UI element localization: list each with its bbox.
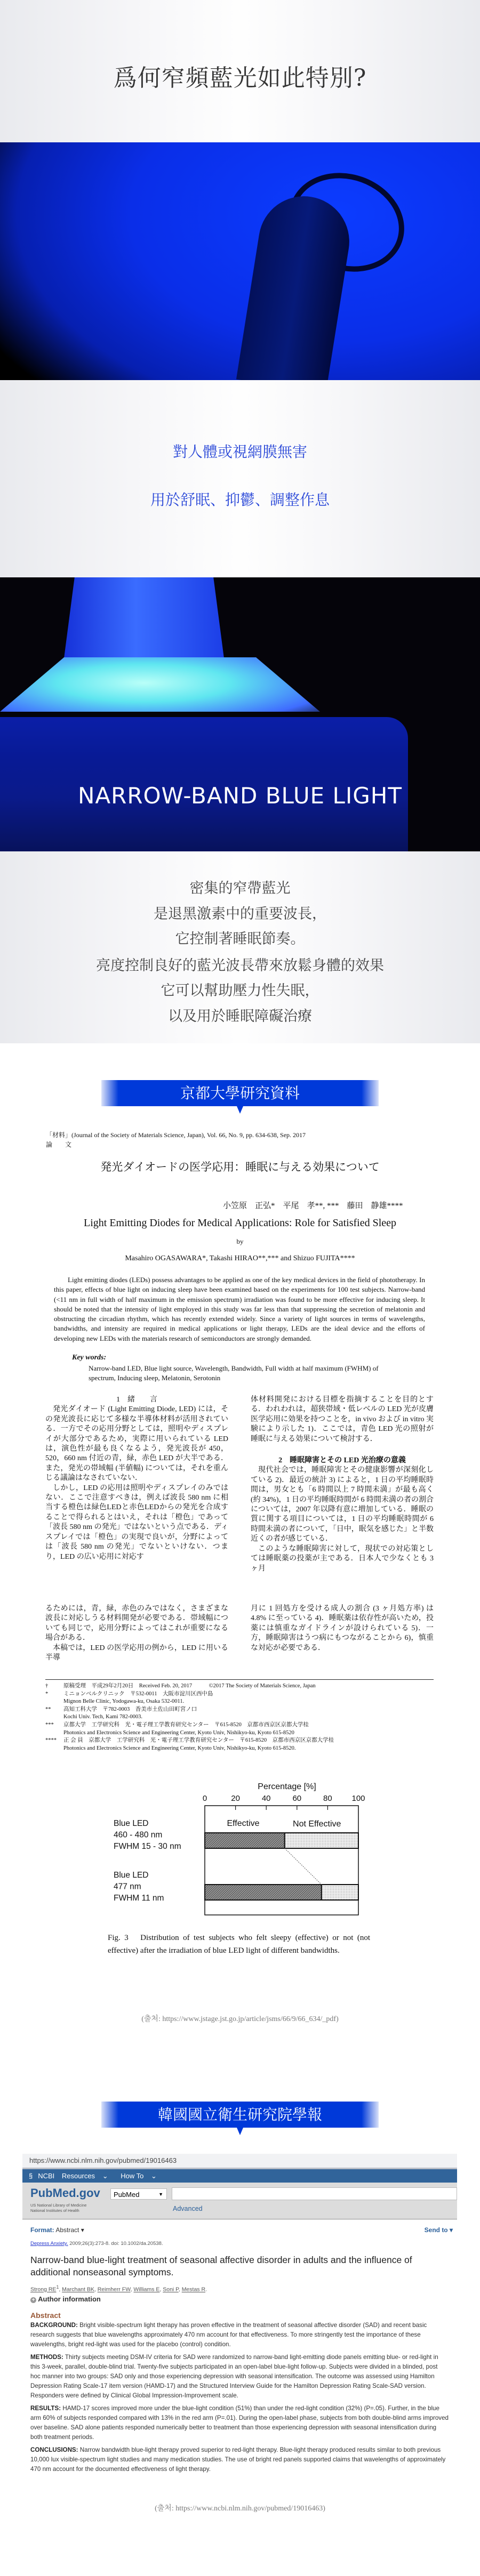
footnote-text: 京都大学 工学研究科 光・電子理工学教育研究センター 〒615-8520 京都市西京区京都大学桂 (63, 1721, 309, 1728)
jp-title: 発光ダイオードの医学応用：睡眠に与える効果について (100, 1161, 380, 1173)
category-label: Blue LED (114, 1819, 149, 1828)
source-citation: (출처: https://www.ncbi.nlm.nih.gov/pubmed/19016463) (155, 2505, 325, 2513)
lamp-glow-shape (0, 657, 320, 721)
footnote (45, 1706, 434, 1714)
search-input[interactable] (172, 2187, 457, 2200)
author-link[interactable]: Mestas R (181, 2286, 206, 2293)
footnote-text: Photonics and Electronics Science and Engineering Center, Kyoto Univ, Nishikyo-ku, Kyoto 615-8520. (63, 1745, 296, 1751)
abstract-section (30, 2445, 449, 2474)
footnote-mark (45, 1698, 63, 1706)
abstract-section (30, 2321, 449, 2349)
bar-effective (205, 1833, 285, 1848)
abstract-section (30, 2353, 449, 2401)
description-line: 是退黑激素中的重要波長， (154, 906, 326, 922)
kyoto-banner: 京都大學研究資料 (101, 1080, 379, 1106)
description-line: 亮度控制良好的藍光波長帶來放鬆身體的效果 (96, 957, 384, 974)
plus-icon: + (30, 2297, 36, 2303)
body-paragraph: るためには，青，緑，赤色のみではなく，さまざまな波長に対応しうる材料開発が必要である．帯域幅についても同じで，応用分野によってはこれが重要になる場合がある． (45, 1605, 228, 1643)
section1-heading: 1 緒 言 (116, 1396, 157, 1404)
description-section (0, 851, 480, 1043)
send-to-menu[interactable]: Send to ▾ (424, 2226, 453, 2234)
format-label: Format: (30, 2226, 54, 2234)
abstract-section-text: HAMD-17 scores improved more under the blue-light condition (51%) than under the red-light condition (32%) (P=.05). Further, in the blue arm 60% of subjects responded compared with 13% in the red arm (P=.01). During the open-label phase, subjects from both double-blind arms improved over baseline. SAD alone patients responded numerically better to treatment than those experiencing depression with seasonal intensification during both treatment periods. (30, 2405, 449, 2441)
bar-chart (80, 1775, 400, 1919)
category-label: 477 nm (114, 1882, 141, 1891)
footnote-mark: * (45, 1690, 49, 1697)
keywords-label: Key words: (72, 1354, 107, 1362)
footnote-mark: *** (45, 1721, 54, 1728)
description-line: 它可以幫助壓力性失眠， (161, 983, 319, 999)
body-paragraph: しかし，LED の応用は照明やディスプレイのみではない．ここで注意すべきは，例えば波長 580 nm に相当する橙色は緑色LEDと赤色LEDからの発光を合成することで得られるとはいえ，それは「橙色」であって「波長 580 nm の発光」ではないという点である．ディスプレイでは「橙色」の実現で良いが，分野によっては「波長 580 nm の発光」でないといけない．つまり，LED の広い応用に対応す (45, 1484, 228, 1561)
benefits-section (0, 380, 480, 577)
nih-line: National Institutes of Health (30, 2208, 79, 2213)
format-value: Abstract (55, 2226, 79, 2234)
footnote-text: Mignon Belle Clinic, Yodogawa-ku, Osaka 532-0011. (63, 1698, 185, 1705)
ncbi-helix-icon: § (29, 2172, 33, 2180)
body-paragraph: 本稿では，LED の医学応用の例から，LED に用いる半導 (45, 1644, 228, 1662)
x-tick-label: 100 (351, 1794, 365, 1803)
footnotes (45, 1683, 434, 1752)
abstract-section-text: Narrow bandwidth blue-light therapy proved superior to red-light therapy. Blue-light therapy produced results similar to both previous 10,000 lux visible-spectrum light studies and many medication studies. The use of bright red panels supported claims that wavelengths of approximately 470 nm account for the documented effectiveness of light therapy. (30, 2446, 446, 2473)
citation-text: 2009;26(3):273-8. doi: 10.1002/da.20538. (68, 2241, 163, 2247)
category-label: Blue LED (114, 1871, 149, 1880)
footnote (45, 1690, 434, 1698)
footnote (45, 1721, 434, 1729)
lamp-pipe-shape (236, 190, 356, 380)
footnote-text: 原稿受理 平成29年2月20日 Received Feb. 20, 2017 ©2017 The Society of Materials Science, Japan (63, 1683, 316, 1689)
pubmed-logo[interactable]: PubMed.gov (30, 2186, 100, 2200)
format-menu[interactable]: Format: Abstract ▾ (30, 2226, 84, 2234)
author-link[interactable]: Strong RE (30, 2286, 57, 2293)
page-title: 爲何窄頻藍光如此特別? (113, 65, 367, 92)
x-tick-label: 80 (323, 1794, 332, 1803)
citation (30, 2241, 163, 2247)
description-line: 以及用於睡眠障礙治療 (168, 1008, 312, 1025)
send-to-label: Send to (424, 2226, 448, 2234)
connector-line (285, 1848, 322, 1885)
author-link[interactable]: Marchant BK (62, 2286, 94, 2293)
footnote-text: Kochi Univ. Tech, Kami 782-0003. (63, 1714, 142, 1720)
category-label: FWHM 15 - 30 nm (114, 1842, 181, 1851)
author-link[interactable]: Williams E (133, 2286, 160, 2293)
footnote-mark: **** (45, 1737, 57, 1744)
author-link[interactable]: Reimherr FW (97, 2286, 131, 2293)
abstract-section (30, 2404, 449, 2442)
series-label-effective: Effective (227, 1819, 260, 1828)
description-line: 它控制著睡眠節奏。 (175, 931, 305, 947)
database-select[interactable] (110, 2188, 167, 2200)
chevron-down-icon: ⌄ (102, 2172, 108, 2180)
footnote-text: Photonics and Electronics Science and Engineering Center, Kyoto Univ, Nishikyo-ku, Kyoto 615-8520 (63, 1729, 294, 1736)
abstract-heading: Abstract (30, 2311, 61, 2320)
author-info-label: Author information (38, 2295, 101, 2303)
footnote-text: 正 会 員 京都大学 工学研究科 光・電子理工学教育研究センター 〒615-8520 京都市西京区京都大学桂 (63, 1737, 334, 1744)
abstract-section-label: BACKGROUND: (30, 2322, 78, 2329)
by-label: by (236, 1237, 244, 1245)
footnote-mark: ** (45, 1706, 51, 1712)
x-tick-label: 40 (261, 1794, 271, 1803)
banner-pointer (237, 1106, 243, 1114)
keywords: Narrow-band LED, Blue light source, Wavelength, Bandwidth, Full width at half maximum (FWHM) of spectrum, Inducing sleep, Melatonin, Serotonin (89, 1364, 379, 1382)
en-authors: Masahiro OGASAWARA*, Takashi HIRAO**,*** and Shizuo FUJITA**** (125, 1254, 355, 1262)
resources-label: Resources (61, 2172, 95, 2180)
footnote (45, 1698, 434, 1706)
ncbi-bar (22, 2169, 457, 2183)
body-paragraph: 現代社会では，睡眠障害とその健康影響が深刻化している 2)．最近の統計 3) によると，1 日の平均睡眠時間は，男女とも「6 時間以上 7 時間未満」が最も高く (約 34%)，1 日の平均睡眠時間が 6 時間未満の者の割合については，2007 年以降有意に増加している．睡眠の質に関する項目については，1 日の平均睡眠時間が 6 時間未満の者について，「日中，眠気を感じた」と半数近くの者が感じている． (251, 1466, 434, 1543)
journal-line: 「材料」(Journal of the Society of Materials Science, Japan), Vol. 66, No. 9, pp. 634-638, Sep. 2017 (46, 1131, 306, 1139)
footnote (45, 1745, 434, 1753)
author-info-toggle[interactable] (30, 2295, 101, 2303)
nlm-line: US National Library of Medicine (30, 2203, 87, 2208)
category-label: FWHM 11 nm (114, 1894, 164, 1903)
abstract-section-label: RESULTS: (30, 2405, 61, 2412)
abstract-section-label: METHODS: (30, 2354, 63, 2361)
korea-banner: 韓國國立衛生研究院學報 (101, 2102, 379, 2128)
source-citation: (출처: https://www.jstage.jst.go.jp/article/jsms/66/9/66_634/_pdf) (141, 2015, 339, 2023)
x-tick-label: 60 (292, 1794, 302, 1803)
howto-menu[interactable] (121, 2172, 162, 2180)
footnote-mark: † (45, 1683, 49, 1689)
ncbi-logo[interactable]: NCBI (38, 2172, 55, 2180)
category-label: 460 - 480 nm (114, 1830, 163, 1840)
article-title: Narrow-band blue-light treatment of seasonal affective disorder in adults and the influence of additional nonseasonal symptoms. (30, 2255, 412, 2277)
bar-not-effective (322, 1885, 358, 1900)
body-paragraph: 発光ダイオード (Light Emitting Diode, LED) には，その発光波長に応じて多様な半導体材料が活用されている．一方でその応用分野としては，照明やディスプレイが大部分であるため，実際に用いられている LED は，演色性が最も良くなるよう，発光波長が 450，520，660 nm 付近の青，緑，赤色 LED が大半である．また，発光の帯域幅 (半値幅) については，それを重んじる議論はなされていない． (45, 1405, 228, 1483)
body-paragraph: 体材料開発における目標を指摘することを目的とする．われわれは，超狭帯域・低レベルの LED 光が皮膚医学応用に効果を持つことを，in vivo および in vitro 実験により示した 1)．ここでは，青色 LED 光の照射が睡眠に与える効果について検討する． (251, 1396, 434, 1443)
x-tick-label: 0 (202, 1794, 207, 1803)
abstract-section-label: CONCLUSIONS: (30, 2446, 78, 2453)
body-paragraph: このような睡眠障害に対して，現状での対応策としては睡眠薬の投薬が主である．日本人で少なくとも 3 ヶ月 (251, 1544, 434, 1573)
address-bar[interactable]: https://www.ncbi.nlm.nih.gov/pubmed/19016463 (22, 2154, 457, 2169)
abstract-section-text: Thirty subjects meeting DSM-IV criteria for SAD were randomized to narrow-band light-emitting diode panels emitting blue- or red-light in this 3-week, parallel, double-blind trial. Twenty-five subjects participated in an open-label blue-light follow-up. Subjects were divided in a blinded, post hoc manner into two groups: SAD only and those experiencing depression with seasonal intensification. The outcome was assessed using Hamilton Depression Rating Scale-17 item version (HAMD-17) and the Structured Interview Guide for the Hamilton Depression Rating Scale-SAD version. Responders were defined by Clinical Global Impression-Improvement scale. (30, 2354, 438, 2399)
bar-not-effective (285, 1833, 358, 1848)
blue-light-photo (0, 142, 480, 380)
en-title: Light Emitting Diodes for Medical Applications: Role for Satisfied Sleep (83, 1217, 396, 1229)
footnote-text: ミニョンベルクリニック 〒532-0011 大阪市淀川区西中島 (63, 1690, 213, 1697)
section2-heading: 2 睡眠障害とその LED 光治療の意義 (278, 1456, 406, 1465)
advanced-link[interactable]: Advanced (173, 2205, 203, 2212)
abstract-section-text: Bright visible-spectrum light therapy has proven effective in the treatment of seasonal affective disorder (SAD) and recent basic research suggests that blue wavelengths approximately 470 nm account for that effectiveness. To more stringently test the importance of these wavelengths, bright red-light was used for the placebo (control) condition. (30, 2322, 427, 2348)
photo-caption: NARROW-BAND BLUE LIGHT (77, 783, 403, 809)
body-paragraph: 月に 1 回処方を受ける成人の割合 (3 ヶ月処方率) は 4.8% に至っている 4)．睡眠薬は依存性が高いため，投薬には慎重なガイドラインが設けられている 5)．一方，睡眠障害はうつ病にもつながることから 6)，慎重な対応が必要である． (251, 1605, 434, 1652)
bar-effective (205, 1885, 322, 1900)
footnote (45, 1713, 434, 1721)
howto-label: How To (121, 2172, 144, 2180)
x-axis-label: Percentage [%] (258, 1782, 316, 1791)
footnote (45, 1729, 434, 1737)
x-tick-label: 20 (231, 1794, 240, 1803)
author-affiliation-mark: 1 (56, 2284, 59, 2290)
footnote-divider (45, 1679, 434, 1680)
resources-menu[interactable] (62, 2172, 114, 2180)
journal-link[interactable]: Depress Anxiety. (30, 2241, 68, 2247)
footnote-mark (45, 1713, 63, 1721)
footnote (45, 1683, 434, 1690)
benefit-harmless: 對人體或視網膜無害 (172, 443, 307, 461)
abstract-body (30, 2321, 449, 2477)
database-select-value: PubMed (114, 2191, 140, 2199)
article-type: 論 文 (46, 1141, 72, 1148)
chevron-down-icon: ⌄ (150, 2172, 157, 2180)
blue-lamp-photo (0, 577, 480, 851)
description-line: 密集的窄帶藍光 (189, 880, 291, 897)
author-link[interactable]: Soni P (163, 2286, 179, 2293)
series-label-not-effective: Not Effective (293, 1820, 341, 1829)
jp-authors: 小笠原 正弘* 平尾 孝**, *** 藤田 静雄**** (223, 1202, 403, 1210)
dropdown-arrow-icon: ▼ (158, 2192, 163, 2197)
abstract-text: Light emitting diodes (LEDs) possess advantages to be applied as one of the key medical devices in the field of phototherapy. In this paper, effects of blue light on inducing sleep have been examined based on the experiments for 100 test subjects. Narrow-band (<11 nm in full width of half maximum in the emission spectrum) irradiation was found to be more effective for inducing sleep. It should be noted that the intensity of light employed in this study was far less than that suppressing the secretion of melatonin and obstructing the circadian rhythm, which has recently extended widely. Since a variety of light sources in terms of wavelengths, bandwidths, and intensity are required in medical applications or light therapy, LEDs are the ideal device and the efforts of developing new LEDs with the materials research of semiconductors are strongly demanded. (54, 1276, 425, 1342)
banner-pointer (237, 2128, 243, 2135)
pubmed-header (22, 2183, 457, 2220)
footnote-mark (45, 1745, 63, 1753)
footnote-text: 高知工科大学 〒782-0003 香美市土佐山田町宮ノ口 (63, 1706, 197, 1712)
footnote (45, 1737, 434, 1745)
author-list: Strong $RE^1$, Marchant BK, Reimherr FW, Williams E, Soni P, Mestas R. (30, 2284, 207, 2293)
benefit-uses: 用於舒眠、抑鬱、調整作息 (150, 491, 330, 509)
figure-caption: Fig. 3 Distribution of test subjects who felt sleepy (effective) or not (not effective) after the irradiation of blue LED light of different bandwidths. (108, 1934, 370, 1955)
pubmed-screenshot (22, 2154, 457, 2479)
footnote-mark (45, 1729, 63, 1737)
